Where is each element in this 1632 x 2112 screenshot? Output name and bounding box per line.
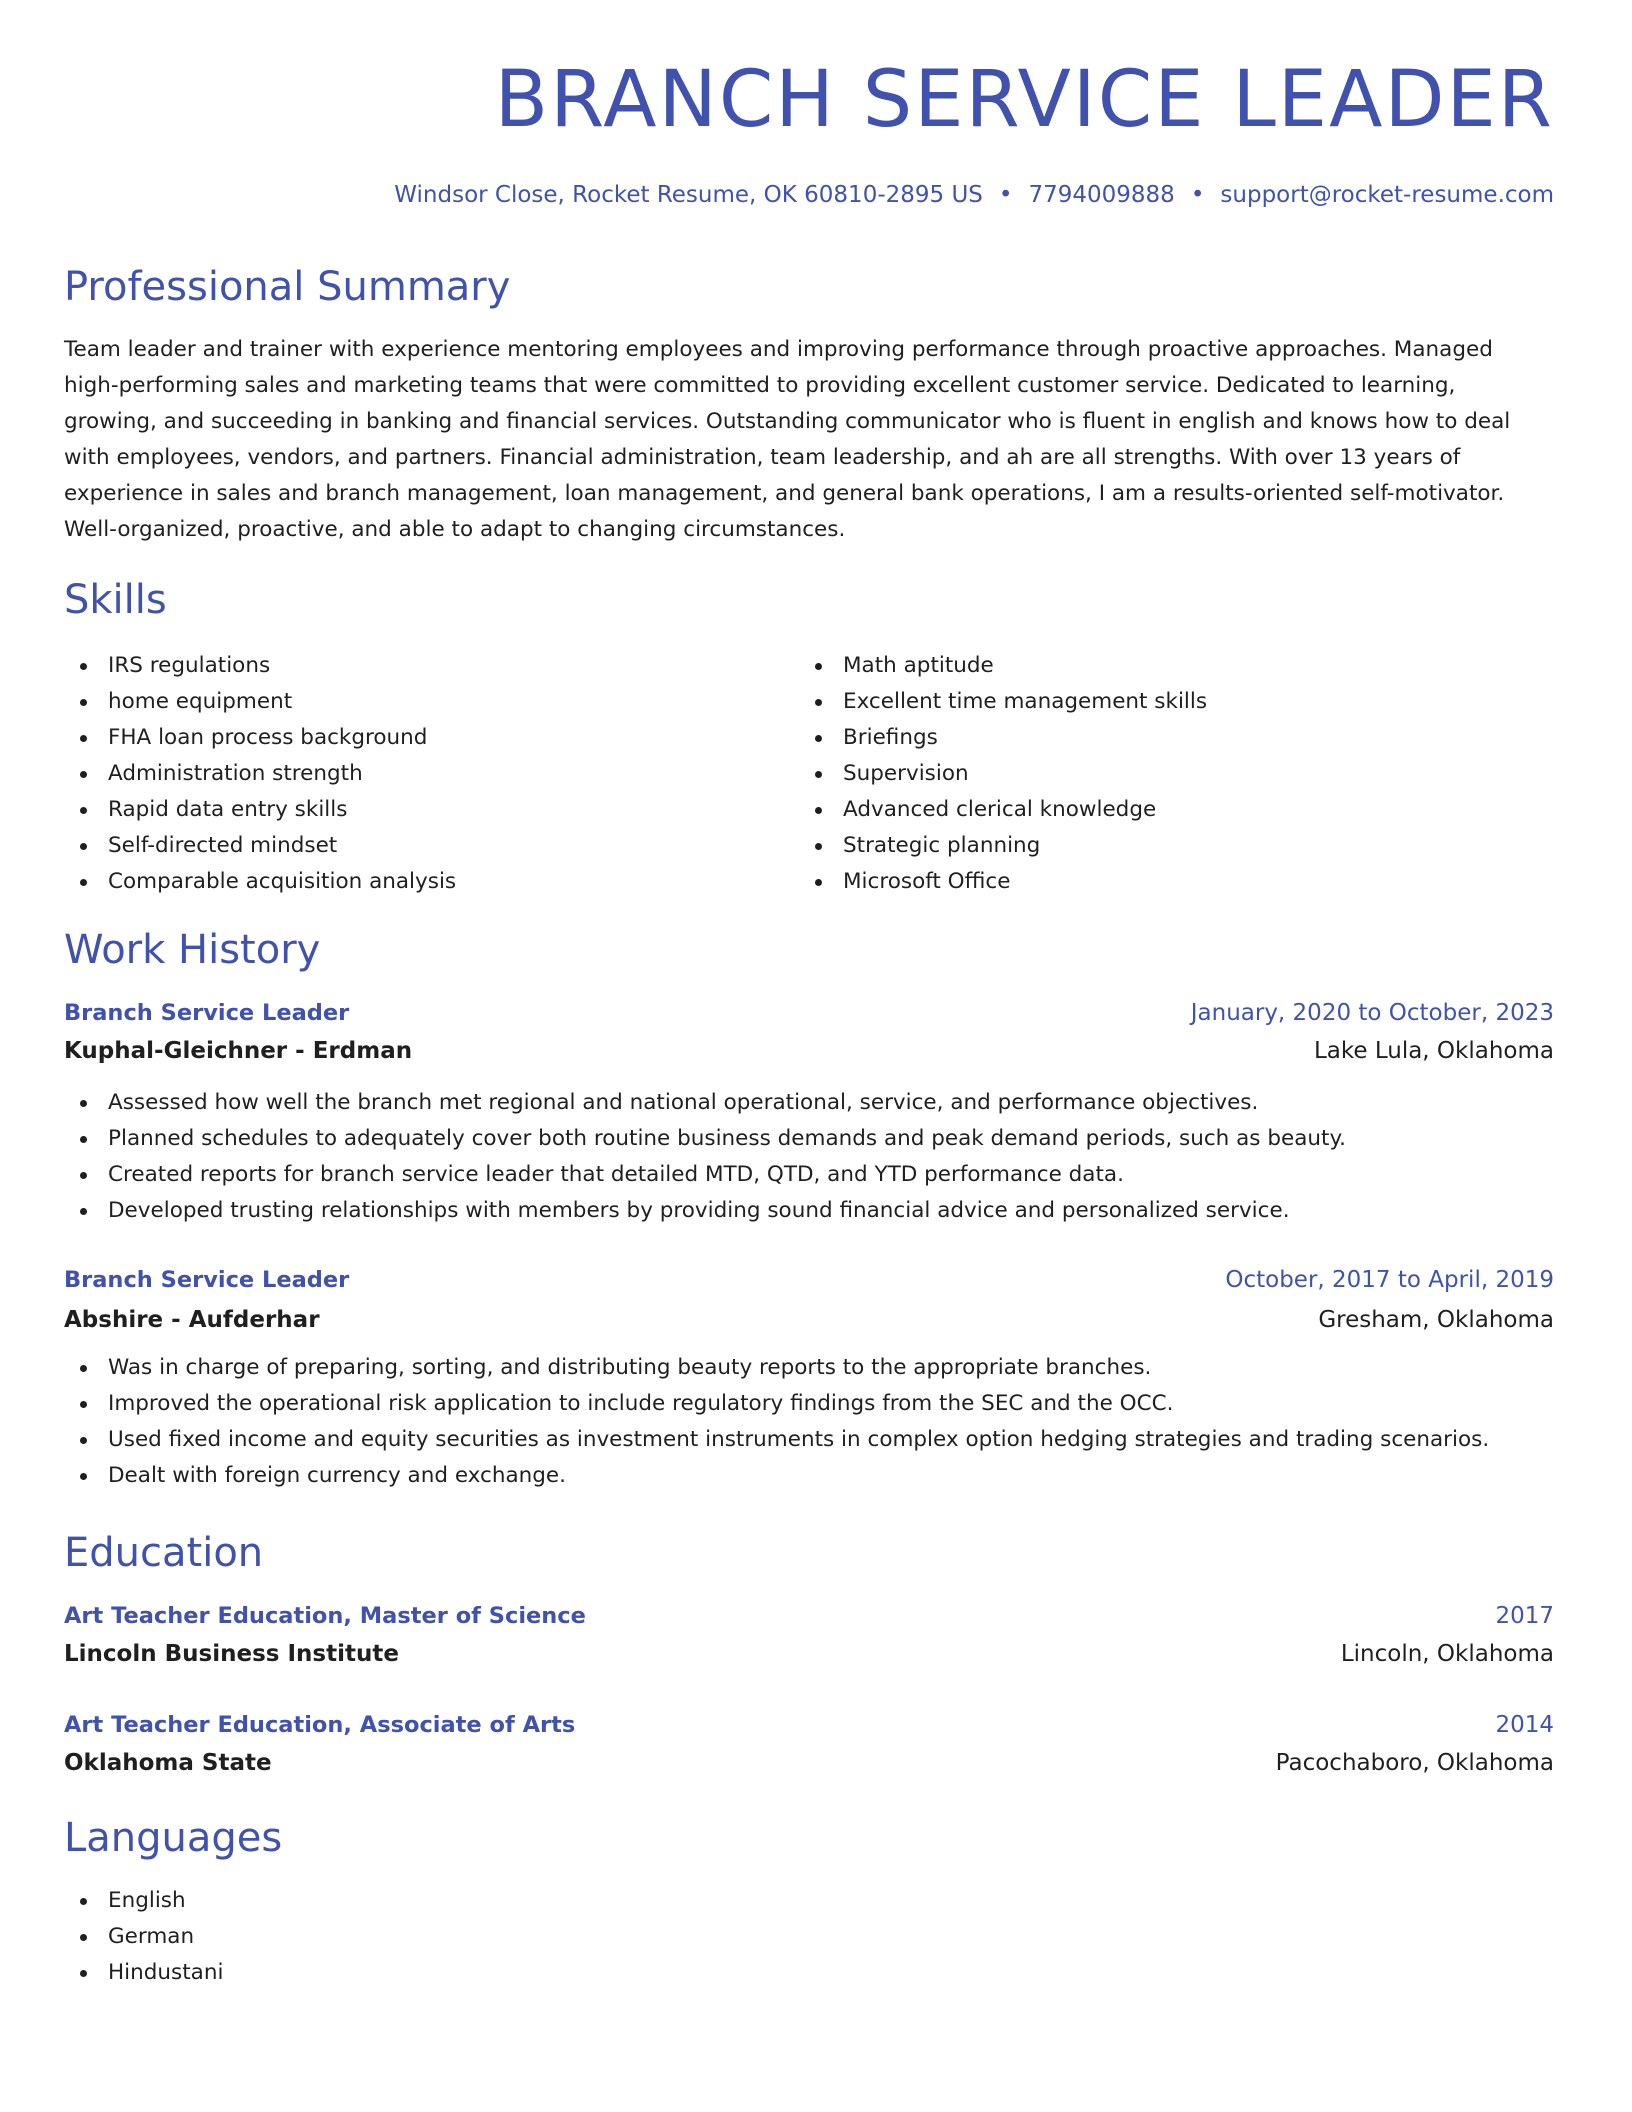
graduation-year: 2017 — [1495, 1603, 1554, 1629]
graduation-year: 2014 — [1495, 1712, 1554, 1738]
email-link[interactable]: support@rocket-resume.com — [1220, 182, 1554, 208]
skills-column-left — [64, 648, 799, 900]
skill-item: Strategic planning — [799, 828, 1534, 864]
education-entry — [64, 1707, 1554, 1781]
skill-item: Briefings — [799, 720, 1534, 756]
separator-dot: • — [998, 182, 1013, 208]
job-bullet: Was in charge of preparing, sorting, and distributing beauty reports to the appropriate branches. — [64, 1350, 1554, 1386]
language-item: German — [64, 1919, 223, 1955]
contact-line — [394, 180, 1554, 210]
skill-item: Advanced clerical knowledge — [799, 792, 1534, 828]
job-bullet: Developed trusting relationships with members by providing sound financial advice and personalized service. — [64, 1193, 1554, 1229]
skill-item: Administration strength — [64, 756, 799, 792]
skill-item: Microsoft Office — [799, 864, 1534, 900]
languages-heading: Languages — [64, 1815, 283, 1861]
skill-item: Self-directed mindset — [64, 828, 799, 864]
address: Windsor Close, Rocket Resume, OK 60810-2895 US — [394, 182, 983, 208]
education-entry — [64, 1598, 1554, 1672]
skill-item: Math aptitude — [799, 648, 1534, 684]
job-location: Gresham, Oklahoma — [1318, 1307, 1554, 1333]
skill-item: Supervision — [799, 756, 1534, 792]
skill-item: FHA loan process background — [64, 720, 799, 756]
skill-item: IRS regulations — [64, 648, 799, 684]
work-heading: Work History — [64, 927, 321, 973]
job-entry — [64, 1262, 1554, 1494]
skills-heading: Skills — [64, 577, 167, 623]
education-heading: Education — [64, 1530, 264, 1576]
job-entry — [64, 995, 1554, 1229]
job-bullet: Used fixed income and equity securities as investment instruments in complex option hedging strategies and trading scenarios. — [64, 1422, 1554, 1458]
summary-text: Team leader and trainer with experience mentoring employees and improving performance through proactive approaches. Managed high-performing sales and marketing teams that were committed to providing excellent customer service. Dedicated to learning, growing, and succeeding in banking and financial services. Outstanding communicator who is fluent in english and knows how to deal with employees, vendors, and partners. Financial administration, team leadership, and ah are all strengths. With over 13 years of experience in sales and branch management, loan management, and general bank operations, I am a results-oriented self-motivator. Well-organized, proactive, and able to adapt to changing circumstances. — [64, 337, 1511, 542]
resume-page — [64, 0, 1554, 1985]
job-bullet: Assessed how well the branch met regional and national operational, service, and performance objectives. — [64, 1085, 1554, 1121]
job-title: Branch Service Leader — [64, 1267, 350, 1293]
school-name: Lincoln Business Institute — [64, 1641, 399, 1667]
school-name: Oklahoma State — [64, 1750, 272, 1776]
skills-column-right — [799, 648, 1534, 900]
job-bullet: Dealt with foreign currency and exchange. — [64, 1458, 1554, 1494]
job-dates: January, 2020 to October, 2023 — [1190, 1000, 1554, 1026]
separator-dot: • — [1190, 182, 1205, 208]
company-name: Kuphal-Gleichner - Erdman — [64, 1038, 413, 1064]
languages-list — [64, 1883, 223, 1991]
skill-item: Rapid data entry skills — [64, 792, 799, 828]
skill-item: home equipment — [64, 684, 799, 720]
job-location: Lake Lula, Oklahoma — [1313, 1038, 1554, 1064]
skill-item: Comparable acquisition analysis — [64, 864, 799, 900]
degree: Art Teacher Education, Master of Science — [64, 1603, 586, 1629]
school-location: Pacochaboro, Oklahoma — [1275, 1750, 1554, 1776]
company-name: Abshire - Aufderhar — [64, 1307, 320, 1333]
phone: 7794009888 — [1028, 182, 1175, 208]
job-dates: October, 2017 to April, 2019 — [1225, 1267, 1554, 1293]
job-bullet: Planned schedules to adequately cover both routine business demands and peak demand periods, such as beauty. — [64, 1121, 1554, 1157]
language-item: Hindustani — [64, 1955, 223, 1991]
job-title: Branch Service Leader — [64, 1000, 350, 1026]
degree: Art Teacher Education, Associate of Arts — [64, 1712, 576, 1738]
skill-item: Excellent time management skills — [799, 684, 1534, 720]
job-bullets — [64, 1350, 1554, 1494]
resume-name: BRANCH SERVICE LEADER — [494, 55, 1554, 145]
language-item: English — [64, 1883, 223, 1919]
job-bullets — [64, 1085, 1554, 1229]
school-location: Lincoln, Oklahoma — [1340, 1641, 1554, 1667]
job-bullet: Created reports for branch service leader that detailed MTD, QTD, and YTD performance data. — [64, 1157, 1554, 1193]
job-bullet: Improved the operational risk application to include regulatory findings from the SEC and the OCC. — [64, 1386, 1554, 1422]
summary-heading: Professional Summary — [64, 264, 511, 310]
skills-list — [64, 648, 1554, 900]
